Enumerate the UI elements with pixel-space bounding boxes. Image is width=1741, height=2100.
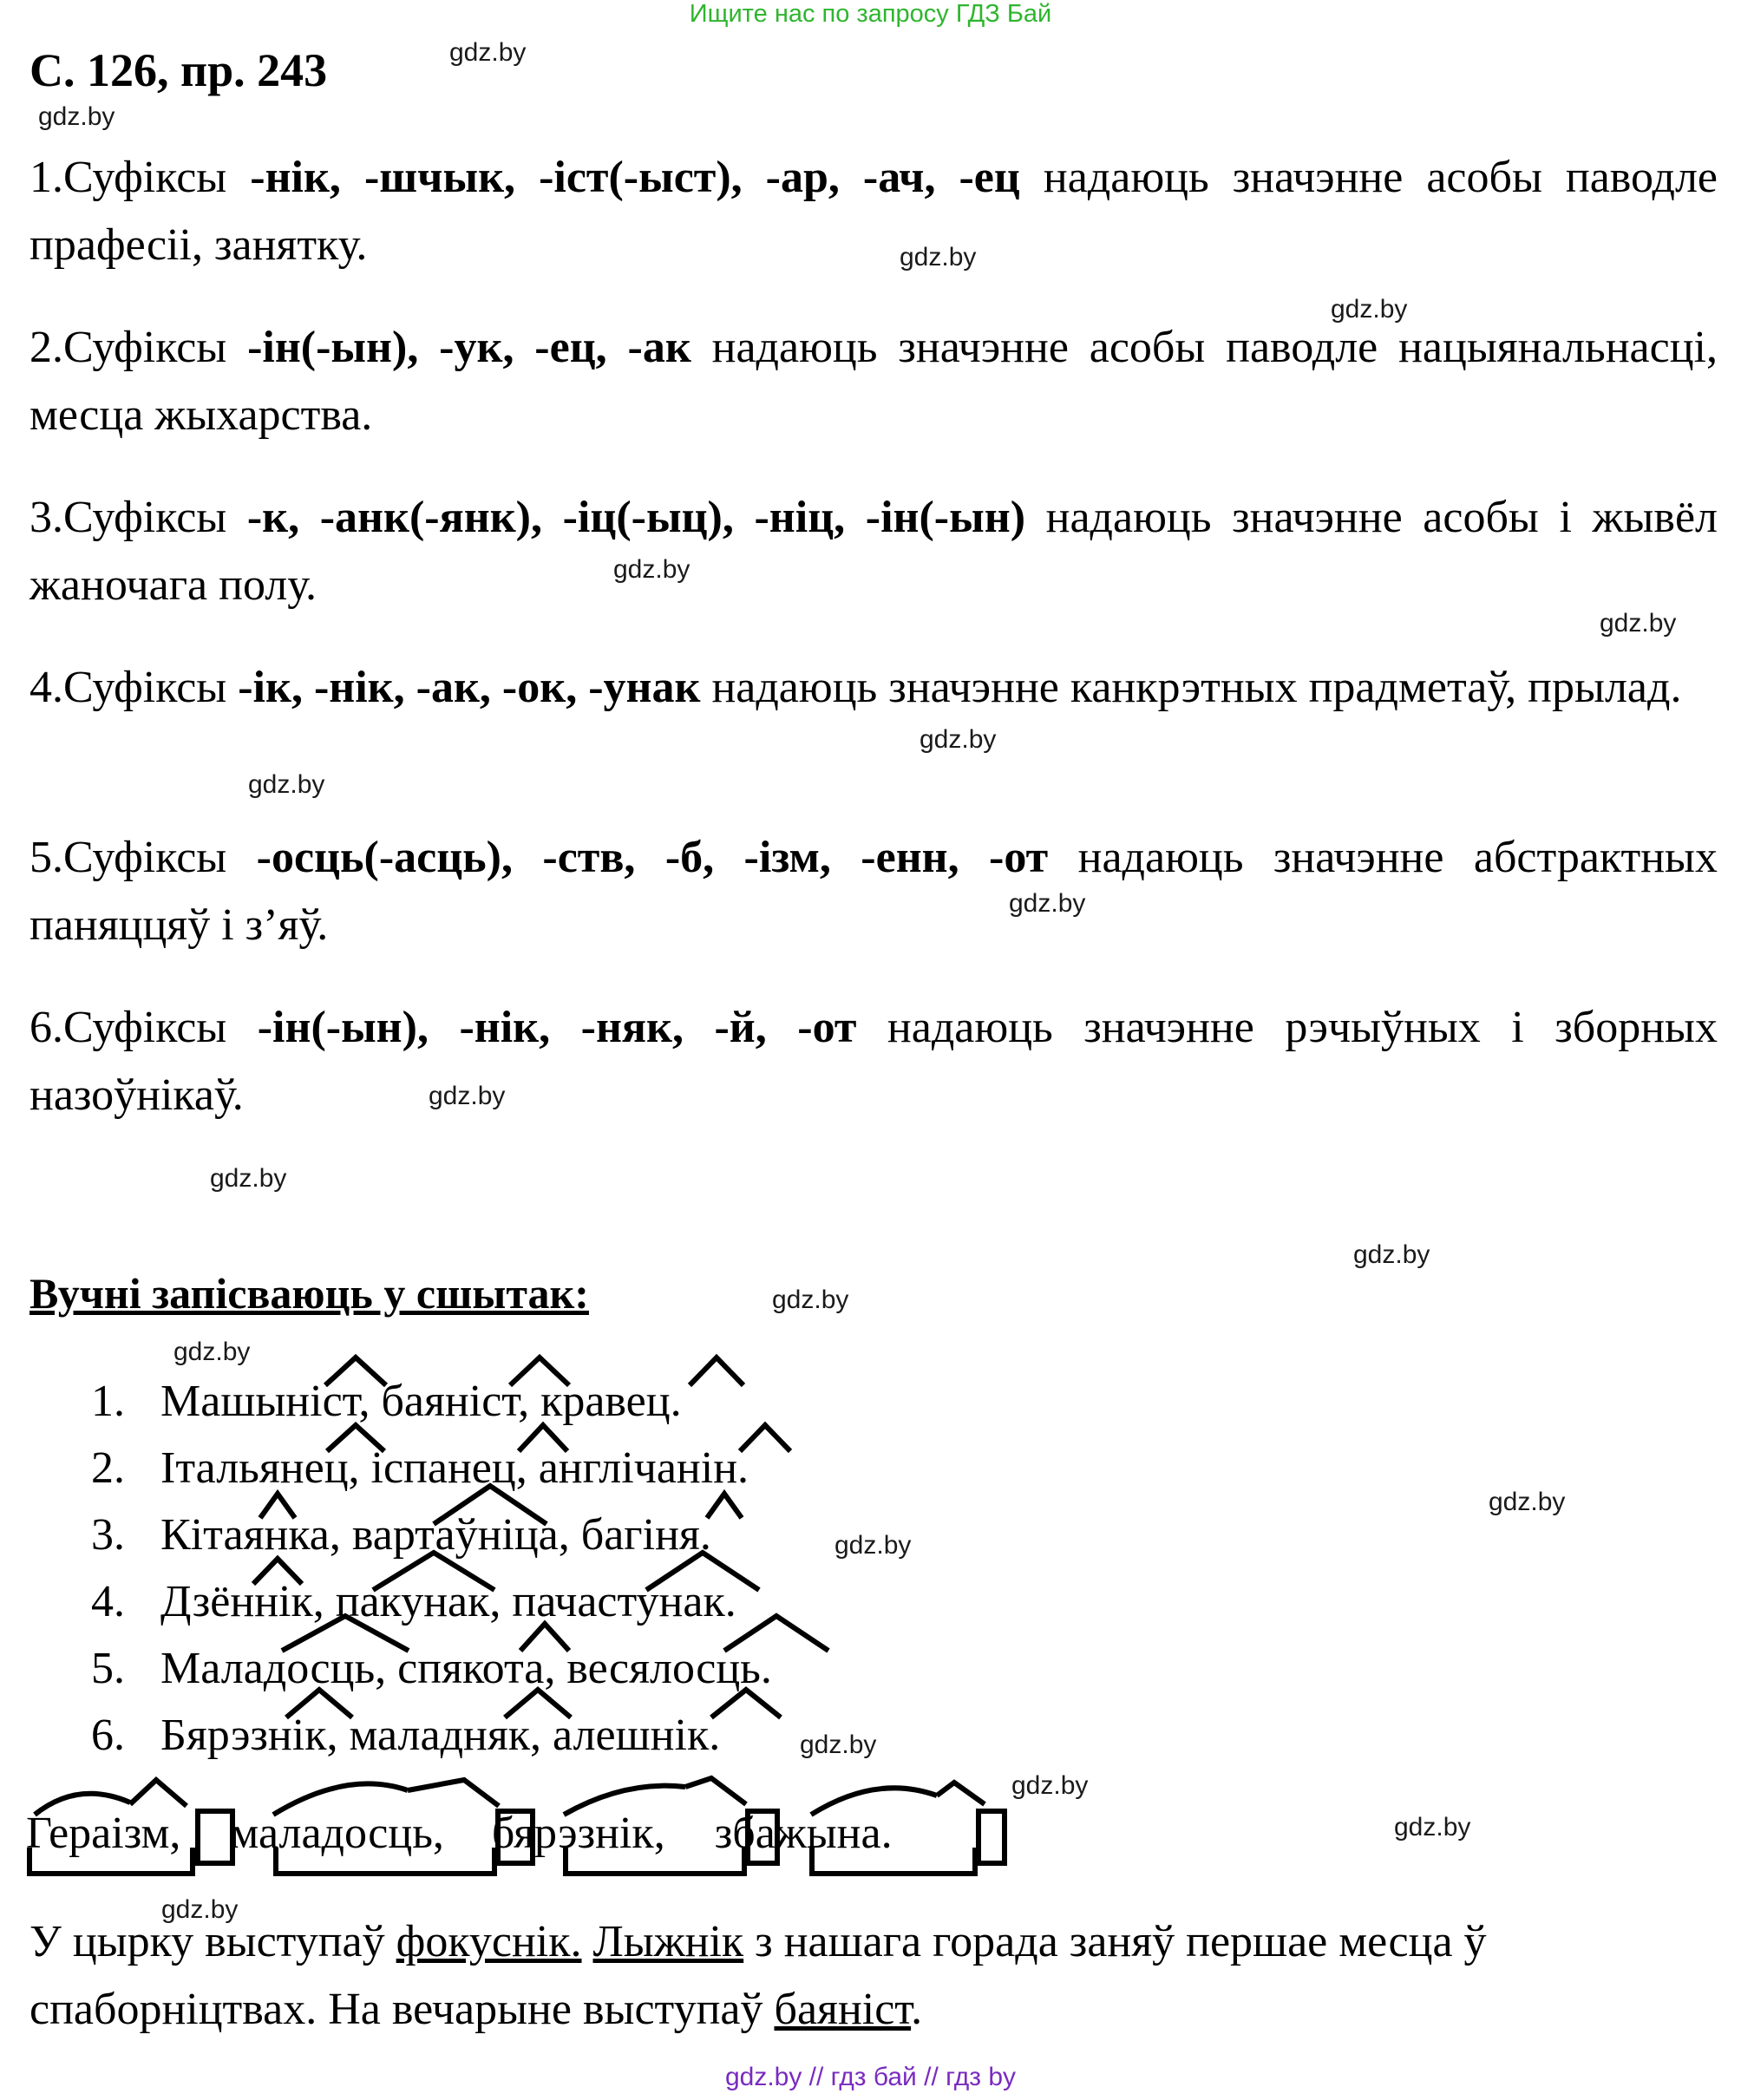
rule-number: 5.Суфіксы bbox=[29, 833, 257, 882]
morph-word-2: маладосць bbox=[230, 1809, 433, 1858]
ending-box-mark bbox=[978, 1811, 1005, 1863]
para-underlined-word: Лыжнік bbox=[592, 1917, 744, 1966]
search-banner: Ищите нас по запросу ГДЗ Бай bbox=[689, 0, 1052, 28]
suffix-caret-mark bbox=[724, 1616, 828, 1651]
example-text: Кітаянка, вартаўніца, багіня. bbox=[160, 1510, 711, 1560]
rule-number: 4.Суфіксы bbox=[29, 663, 239, 712]
watermark: gdz.by bbox=[1009, 889, 1086, 918]
rule-suffixes: -ін(-ын), -нік, -няк, -й, -от bbox=[257, 1003, 857, 1052]
suffix-caret-mark bbox=[520, 1624, 569, 1651]
rule-suffixes: -к, -анк(-янк), -іц(-ыц), -ніц, -ін(-ын) bbox=[246, 493, 1026, 542]
suffix-caret-mark bbox=[408, 1780, 499, 1806]
example-text: Машыніст, баяніст, кравец. bbox=[160, 1377, 682, 1426]
watermark: gdz.by bbox=[429, 1082, 506, 1110]
example-text: Італьянец, іспанец, англічанін. bbox=[160, 1443, 749, 1493]
suffix-caret-mark bbox=[325, 1357, 386, 1385]
suffix-caret-mark bbox=[130, 1780, 187, 1806]
suffix-caret-mark bbox=[327, 1425, 384, 1451]
ending-box-mark bbox=[198, 1811, 232, 1863]
suffix-caret-mark bbox=[373, 1553, 494, 1590]
suffix-caret-mark bbox=[685, 1778, 746, 1804]
suffix-caret-mark bbox=[253, 1559, 302, 1584]
suffix-caret-mark bbox=[510, 1357, 569, 1385]
footer-links: gdz.by // гдз бай // гдз by bbox=[724, 2063, 1017, 2091]
morph-sep: , bbox=[653, 1809, 665, 1858]
watermark: gdz.by bbox=[1489, 1488, 1566, 1516]
suffix-caret-mark bbox=[646, 1553, 759, 1590]
rule-meaning: надаюць значэнне асобы паводле нацыянальнасці, месца жыхарства. bbox=[29, 323, 1718, 440]
rule-suffixes: -нік, -шчык, -іст(-ыст), -ар, -ач, -ец bbox=[250, 153, 1020, 202]
suffix-caret-mark bbox=[690, 1357, 743, 1385]
ending-box-mark bbox=[748, 1811, 777, 1863]
rule-meaning: надаюць значэнне асобы паводле прафесіі, занятку. bbox=[29, 153, 1718, 270]
root-arc-mark bbox=[273, 1783, 408, 1815]
rule-meaning: надаюць значэнне асобы і жывёл жаночага полу. bbox=[29, 493, 1718, 610]
watermark: gdz.by bbox=[772, 1286, 849, 1314]
example-number: 3. bbox=[91, 1510, 125, 1560]
watermark: gdz.by bbox=[835, 1531, 912, 1560]
base-bracket-mark bbox=[29, 1848, 193, 1874]
para-underlined-word: баяніст bbox=[774, 1985, 912, 2034]
rule-suffixes: -осць(-асць), -ств, -б, -ізм, -енн, -от bbox=[256, 833, 1049, 882]
root-arc-mark bbox=[811, 1788, 937, 1815]
suffix-caret-mark bbox=[740, 1425, 790, 1451]
para-text: . bbox=[911, 1985, 923, 2034]
rule-number: 3.Суфіксы bbox=[29, 493, 247, 542]
rule-meaning: надаюць значэнне рэчыўных і зборных назоўнікаў. bbox=[29, 1003, 1718, 1120]
suffix-caret-mark bbox=[519, 1425, 567, 1451]
watermark: gdz.by bbox=[161, 1895, 239, 1924]
watermark: gdz.by bbox=[173, 1338, 251, 1366]
watermark: gdz.by bbox=[613, 555, 691, 584]
example-number: 2. bbox=[91, 1443, 125, 1493]
suffix-caret-mark bbox=[286, 1690, 352, 1717]
example-number: 4. bbox=[91, 1577, 125, 1626]
rule-number: 1.Суфіксы bbox=[29, 153, 251, 202]
suffix-caret-mark bbox=[937, 1783, 985, 1804]
watermark: gdz.by bbox=[900, 243, 977, 271]
rule-suffixes: -ін(-ын), -ук, -ец, -ак bbox=[247, 323, 691, 372]
ending-box-mark bbox=[498, 1811, 533, 1863]
watermark: gdz.by bbox=[248, 770, 325, 799]
rule-number: 6.Суфіксы bbox=[29, 1003, 258, 1052]
rule-number: 2.Суфіксы bbox=[29, 323, 248, 372]
morph-end: . bbox=[880, 1809, 893, 1858]
suffix-caret-mark bbox=[282, 1616, 409, 1651]
para-underlined-word: фокуснік. bbox=[396, 1917, 582, 1966]
morph-ending: а bbox=[861, 1809, 881, 1858]
suffix-caret-mark bbox=[505, 1690, 571, 1717]
watermark: gdz.by bbox=[210, 1164, 287, 1193]
rule-suffixes: -ік, -нік, -ак, -ок, -унак bbox=[238, 663, 701, 712]
watermark: gdz.by bbox=[1011, 1771, 1089, 1800]
morph-sep: , bbox=[169, 1809, 181, 1858]
example-text: Дзённік, пакунак, пачастунак. bbox=[160, 1577, 736, 1626]
suffix-caret-mark bbox=[711, 1690, 781, 1717]
morph-sep: , bbox=[432, 1809, 444, 1858]
suffix-caret-mark bbox=[707, 1494, 742, 1518]
base-bracket-mark bbox=[566, 1848, 744, 1874]
suffix-caret-mark bbox=[260, 1494, 295, 1518]
watermark: gdz.by bbox=[449, 38, 527, 67]
rule-meaning: надаюць значэнне канкрэтных прадметаў, прылад. bbox=[700, 663, 1682, 712]
section-title: Вучні запісваюць у сшытак: bbox=[29, 1269, 589, 1318]
watermark: gdz.by bbox=[920, 725, 997, 754]
example-text: Маладосць, спякота, весялосць. bbox=[160, 1644, 772, 1693]
example-number: 6. bbox=[91, 1711, 125, 1760]
rule-meaning: надаюць значэнне абстрактных паняццяў і з’яў. bbox=[29, 833, 1718, 950]
morph-word-4: збажын bbox=[714, 1809, 861, 1858]
page-title: С. 126, пр. 243 bbox=[29, 44, 328, 96]
morph-word-3: бярэзнік bbox=[491, 1809, 654, 1858]
example-number: 5. bbox=[91, 1644, 125, 1693]
watermark: gdz.by bbox=[1394, 1813, 1471, 1842]
para-text: У цырку выступаў bbox=[29, 1917, 396, 1966]
example-text: Бярэзнік, маладняк, алешнік. bbox=[160, 1711, 721, 1760]
base-bracket-mark bbox=[812, 1848, 975, 1874]
suffix-caret-mark bbox=[434, 1486, 547, 1524]
example-number: 1. bbox=[91, 1377, 125, 1426]
watermark: gdz.by bbox=[1600, 609, 1677, 638]
morph-word-1: Гераізм bbox=[26, 1809, 170, 1858]
root-arc-mark bbox=[35, 1794, 130, 1815]
watermark: gdz.by bbox=[1331, 295, 1408, 324]
base-bracket-mark bbox=[276, 1848, 494, 1874]
watermark: gdz.by bbox=[1353, 1240, 1430, 1269]
watermark: gdz.by bbox=[38, 102, 115, 131]
watermark: gdz.by bbox=[800, 1730, 877, 1759]
root-arc-mark bbox=[564, 1786, 685, 1815]
para-text: з нашага горада заняў першае месца ў спаборніцтвах. На вечарыне выступаў bbox=[29, 1917, 1487, 2034]
